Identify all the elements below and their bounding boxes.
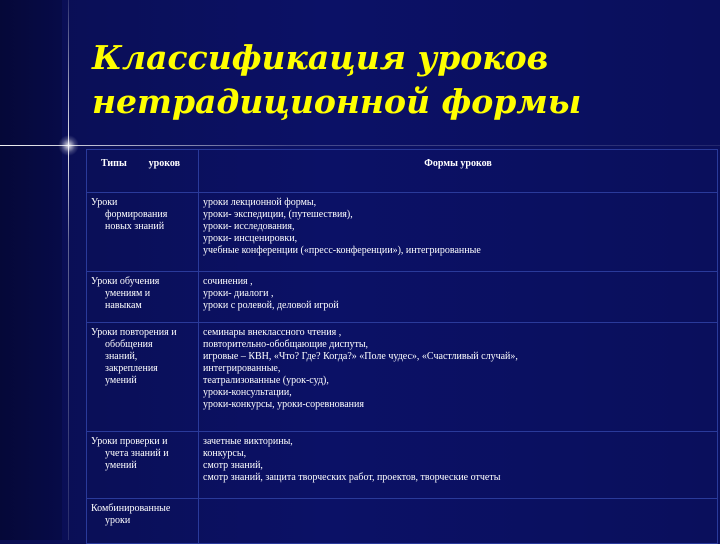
- table-row: [87, 272, 718, 323]
- lesson-type-line: формирования: [105, 209, 168, 220]
- lesson-type-first-line: Уроки проверки и: [91, 436, 168, 447]
- lesson-classification-table: [86, 149, 718, 544]
- lesson-form-item: семинары внеклассного чтения ,: [203, 327, 342, 338]
- lesson-type-line: знаний,: [105, 351, 138, 362]
- lesson-forms-cell: [199, 323, 718, 432]
- lesson-form-item: интегрированные,: [203, 363, 281, 374]
- lesson-form-item: учебные конференции («пресс-конференции»), интегрированные: [203, 245, 481, 256]
- lesson-form-item: театрализованные (урок-суд),: [203, 375, 329, 386]
- table-row: [87, 193, 718, 272]
- lesson-type-line: уроки: [105, 515, 131, 526]
- table-row: [87, 432, 718, 499]
- lesson-form-item: смотр знаний,: [203, 460, 263, 471]
- lesson-form-item: уроки-конкурсы, уроки-соревнования: [203, 399, 364, 410]
- lesson-type-line: новых знаний: [105, 221, 165, 232]
- slide-title: [92, 36, 581, 124]
- lesson-forms-cell: [199, 193, 718, 272]
- lesson-type-cell: [87, 272, 199, 323]
- table-header-row: [87, 150, 718, 193]
- lesson-forms-cell: [199, 432, 718, 499]
- lesson-forms-cell: [199, 499, 718, 544]
- lesson-type-first-line: Комбинированные: [91, 503, 171, 514]
- slide-title-line1: Классификация уроков: [92, 38, 549, 77]
- header-lesson-types: [87, 150, 199, 193]
- decorative-horizontal-line: [0, 145, 720, 146]
- lesson-type-first-line: Уроки повторения и: [91, 327, 177, 338]
- lesson-type-first-line: Уроки обучения: [91, 276, 160, 287]
- lesson-form-item: конкурсы,: [203, 448, 247, 459]
- left-dark-band: [0, 0, 62, 540]
- decorative-vertical-line: [68, 0, 69, 540]
- lesson-type-line: учета знаний и: [105, 448, 169, 459]
- lesson-form-item: уроки лекционной формы,: [203, 197, 317, 208]
- header-lesson-forms: Формы уроков: [199, 150, 718, 193]
- header-types-word1: Типы: [101, 158, 127, 169]
- lesson-type-cell: [87, 432, 199, 499]
- lesson-form-item: уроки- исследования,: [203, 221, 295, 232]
- table-row: [87, 499, 718, 544]
- lesson-type-line: умений: [105, 460, 137, 471]
- lesson-form-item: уроки- диалоги ,: [203, 288, 274, 299]
- decorative-sparkle: [58, 135, 79, 156]
- lesson-form-item: игровые – КВН, «Что? Где? Когда?» «Поле чудес», «Счастливый случай»,: [203, 351, 518, 362]
- lesson-form-item: уроки- экспедиции, (путешествия),: [203, 209, 353, 220]
- lesson-type-line: закрепления: [105, 363, 158, 374]
- lesson-type-line: обобщения: [105, 339, 153, 350]
- lesson-forms-cell: [199, 272, 718, 323]
- lesson-form-item: повторительно-обобщающие диспуты,: [203, 339, 369, 350]
- lesson-form-item: смотр знаний, защита творческих работ, проектов, творческие отчеты: [203, 472, 501, 483]
- lesson-form-item: уроки с ролевой, деловой игрой: [203, 300, 339, 311]
- lesson-type-first-line: Уроки: [91, 197, 118, 208]
- lesson-type-cell: [87, 193, 199, 272]
- lesson-type-line: навыкам: [105, 300, 142, 311]
- lesson-form-item: уроки-консультации,: [203, 387, 292, 398]
- lesson-form-item: зачетные викторины,: [203, 436, 293, 447]
- header-types-word2: уроков: [148, 158, 180, 169]
- lesson-form-item: уроки- инсценировки,: [203, 233, 298, 244]
- lesson-form-item: сочинения ,: [203, 276, 253, 287]
- lesson-type-line: умениям и: [105, 288, 151, 299]
- lesson-type-cell: [87, 499, 199, 544]
- table-row: [87, 323, 718, 432]
- lesson-type-line: умений: [105, 375, 137, 386]
- lesson-type-cell: [87, 323, 199, 432]
- slide-title-line2: нетрадиционной формы: [92, 82, 582, 121]
